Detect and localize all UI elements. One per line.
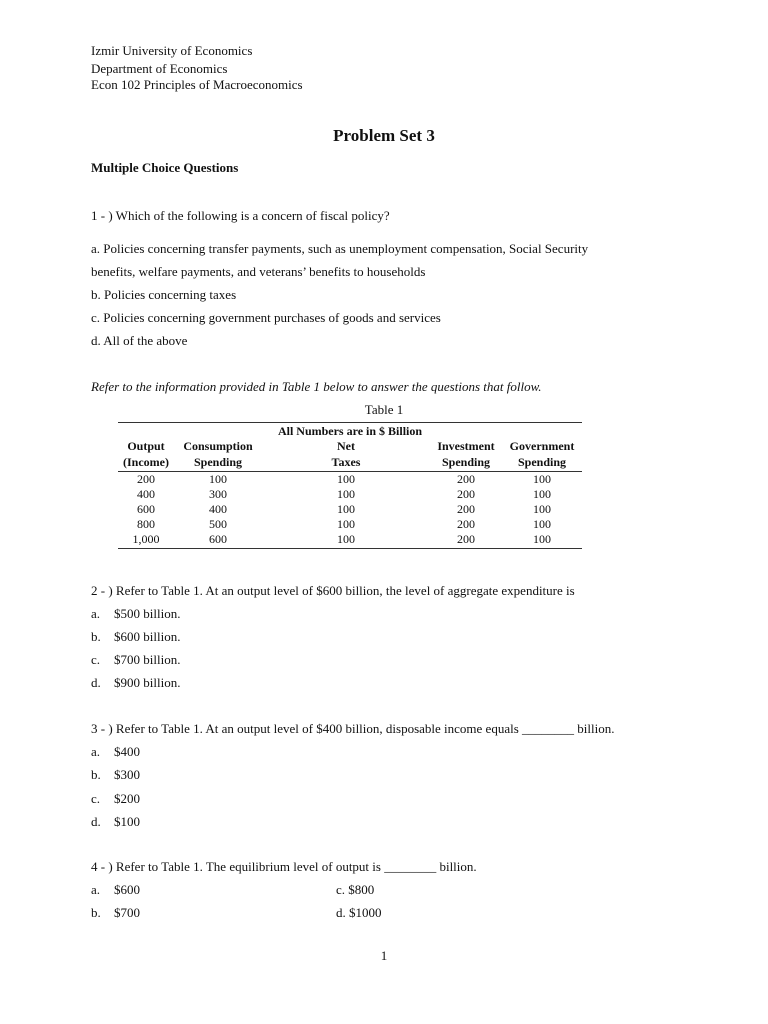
question-2: 2 - ) Refer to Table 1. At an output level of $600 billion, the level of aggregate expenditure is <box>91 583 575 598</box>
cell-output: 800 <box>137 517 155 531</box>
cell-net-taxes: 100 <box>337 532 355 546</box>
option-letter: b. <box>91 629 101 644</box>
cell-government: 100 <box>533 502 551 516</box>
option-text: d. $1000 <box>336 905 382 920</box>
option-text: $300 <box>114 767 140 782</box>
cell-output: 400 <box>137 487 155 501</box>
cell-net-taxes: 100 <box>337 517 355 531</box>
page-number: 1 <box>380 948 388 963</box>
header-investment-spending: Spending <box>441 455 491 469</box>
header-net: Net <box>337 439 355 453</box>
cell-net-taxes: 100 <box>337 472 355 486</box>
cell-government: 100 <box>533 532 551 546</box>
option-letter: a. <box>91 882 101 897</box>
header-consumption-spending: Spending <box>193 455 243 469</box>
header-consumption: Consumption <box>183 439 253 453</box>
table-note: All Numbers are in $ Billion <box>277 424 423 438</box>
page-title: Problem Set 3 <box>333 126 435 145</box>
table-top-rule <box>118 422 582 423</box>
cell-government: 100 <box>533 487 551 501</box>
option-text: $100 <box>114 814 140 829</box>
option-text: $600 billion. <box>114 629 181 644</box>
cell-consumption: 600 <box>209 532 227 546</box>
question-4: 4 - ) Refer to Table 1. The equilibrium level of output is ________ billion. <box>91 859 477 874</box>
table-bottom-rule <box>118 548 582 549</box>
header-government: Government <box>509 439 575 453</box>
header-income: (Income) <box>123 455 169 469</box>
university-name: Izmir University of Economics <box>91 43 253 58</box>
option-text: c. $800 <box>336 882 375 897</box>
table-instruction: Refer to the information provided in Table 1 below to answer the questions that follow. <box>91 379 542 394</box>
option-text: $200 <box>114 791 140 806</box>
option-letter: a. <box>91 606 101 621</box>
cell-consumption: 500 <box>209 517 227 531</box>
cell-investment: 200 <box>457 502 475 516</box>
cell-output: 1,000 <box>132 532 160 546</box>
option-text: $600 <box>114 882 140 897</box>
cell-consumption: 300 <box>209 487 227 501</box>
question-1: 1 - ) Which of the following is a concern of fiscal policy? <box>91 208 390 223</box>
cell-investment: 200 <box>457 532 475 546</box>
cell-consumption: 400 <box>209 502 227 516</box>
cell-investment: 200 <box>457 517 475 531</box>
option-letter: d. <box>91 675 101 690</box>
cell-output: 200 <box>137 472 155 486</box>
department-name: Department of Economics <box>91 61 228 76</box>
option-letter: b. <box>91 767 101 782</box>
section-heading: Multiple Choice Questions <box>91 160 239 175</box>
q1-option-a-line2: benefits, welfare payments, and veterans’ benefits to households <box>91 264 426 279</box>
q1-option-b: b. Policies concerning taxes <box>91 287 237 302</box>
q1-option-d: d. All of the above <box>91 333 188 348</box>
option-text: $700 <box>114 905 140 920</box>
option-letter: c. <box>91 652 101 667</box>
option-letter: c. <box>91 791 101 806</box>
option-letter: a. <box>91 744 101 759</box>
option-text: $700 billion. <box>114 652 181 667</box>
option-letter: b. <box>91 905 101 920</box>
cell-consumption: 100 <box>209 472 227 486</box>
cell-government: 100 <box>533 472 551 486</box>
cell-net-taxes: 100 <box>337 487 355 501</box>
option-text: $500 billion. <box>114 606 181 621</box>
cell-net-taxes: 100 <box>337 502 355 516</box>
header-taxes: Taxes <box>331 455 361 469</box>
option-text: $900 billion. <box>114 675 181 690</box>
cell-government: 100 <box>533 517 551 531</box>
q1-option-a-line1: a. Policies concerning transfer payments, such as unemployment compensation, Social Security <box>91 241 589 256</box>
option-text: $400 <box>114 744 140 759</box>
header-government-spending: Spending <box>517 455 567 469</box>
cell-output: 600 <box>137 502 155 516</box>
course-name: Econ 102 Principles of Macroeconomics <box>91 77 303 92</box>
q1-option-c: c. Policies concerning government purchases of goods and services <box>91 310 441 325</box>
table-caption: Table 1 <box>364 402 404 417</box>
cell-investment: 200 <box>457 472 475 486</box>
header-output: Output <box>127 439 165 453</box>
cell-investment: 200 <box>457 487 475 501</box>
option-letter: d. <box>91 814 101 829</box>
question-3: 3 - ) Refer to Table 1. At an output level of $400 billion, disposable income equals ________ billion. <box>91 721 615 736</box>
header-investment: Investment <box>437 439 495 453</box>
